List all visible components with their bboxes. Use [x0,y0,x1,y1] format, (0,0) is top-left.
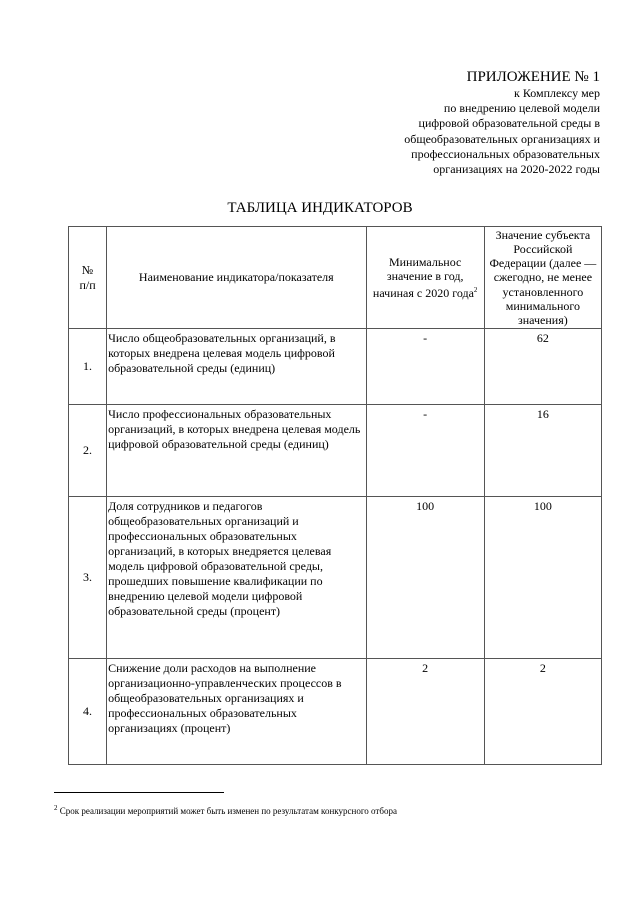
appendix-title: ПРИЛОЖЕНИЕ № 1 [466,69,600,85]
table-row [69,497,602,659]
row-value: 100 [484,497,601,659]
header-subject-value-text: Значение субъекта Российской Федерации (далее — сжегодно, не менее установленного минимального значения) [489,227,597,327]
header-name-text: Наименование индикатора/показателя [138,270,334,285]
row-name: Число профессиональных образовательных организаций, в которых внедрена целевая модель цифровой образовательной среды (единиц) [107,405,366,497]
appendix-subtitle-line: организациях на 2020-2022 годы [433,162,600,177]
row-min: 2 [366,659,484,765]
row-value: 16 [484,405,601,497]
row-min: - [366,329,484,405]
footnote [54,804,397,816]
header-num [69,227,107,329]
table-title: ТАБЛИЦА ИНДИКАТОРОВ [227,200,413,216]
footnote-text: Срок реализации мероприятий может быть изменен по результатам конкурсного отбора [59,806,397,816]
row-num: 2. [69,405,107,497]
row-name: Доля сотрудников и педагогов общеобразовательных организаций и профессиональных образовательных организаций, в которых внедряется целевая модель цифровой образовательной среды, прошедших повышение квалификации по внедрению целевой модели цифровой образовательной среды (процент) [107,497,366,659]
appendix-subtitle-line: цифровой образовательной среды в [418,116,600,131]
row-min: - [366,405,484,497]
row-name: Снижение доли расходов на выполнение организационно-управленческих процессов в общеобразовательных организациях и профессиональных образовательных организациях (процент) [107,659,366,765]
row-name: Число общеобразовательных организаций, в которых внедрена целевая модель цифровой образовательной среды (единиц) [107,329,366,405]
footnote-marker: 2 [54,804,58,812]
appendix-subtitle-line: общеобразовательных организациях и [404,131,600,146]
appendix-header [404,68,600,177]
table-row [69,329,602,405]
appendix-subtitle-line: к Комплексу мер [514,86,600,100]
header-subject-value [484,227,601,329]
row-value: 62 [484,329,601,405]
row-num: 4. [69,659,107,765]
header-min-value-text: Минимальнос значение в год, начиная с 2020 года [372,254,474,301]
table-row [69,405,602,497]
indicators-table [68,226,602,765]
header-name [107,227,366,329]
appendix-subtitle-line: по внедрению целевой модели [443,101,600,116]
footnote-ref: 2 [473,286,478,295]
row-num: 3. [69,497,107,659]
row-value: 2 [484,659,601,765]
appendix-subtitle-line: профессиональных образовательных [411,146,600,161]
table-header-row [69,227,602,329]
row-num: 1. [69,329,107,405]
row-min: 100 [366,497,484,659]
footnote-divider [54,792,224,793]
header-min-value [366,227,484,329]
table-row [69,659,602,765]
header-num-text: № п/п [79,263,96,292]
